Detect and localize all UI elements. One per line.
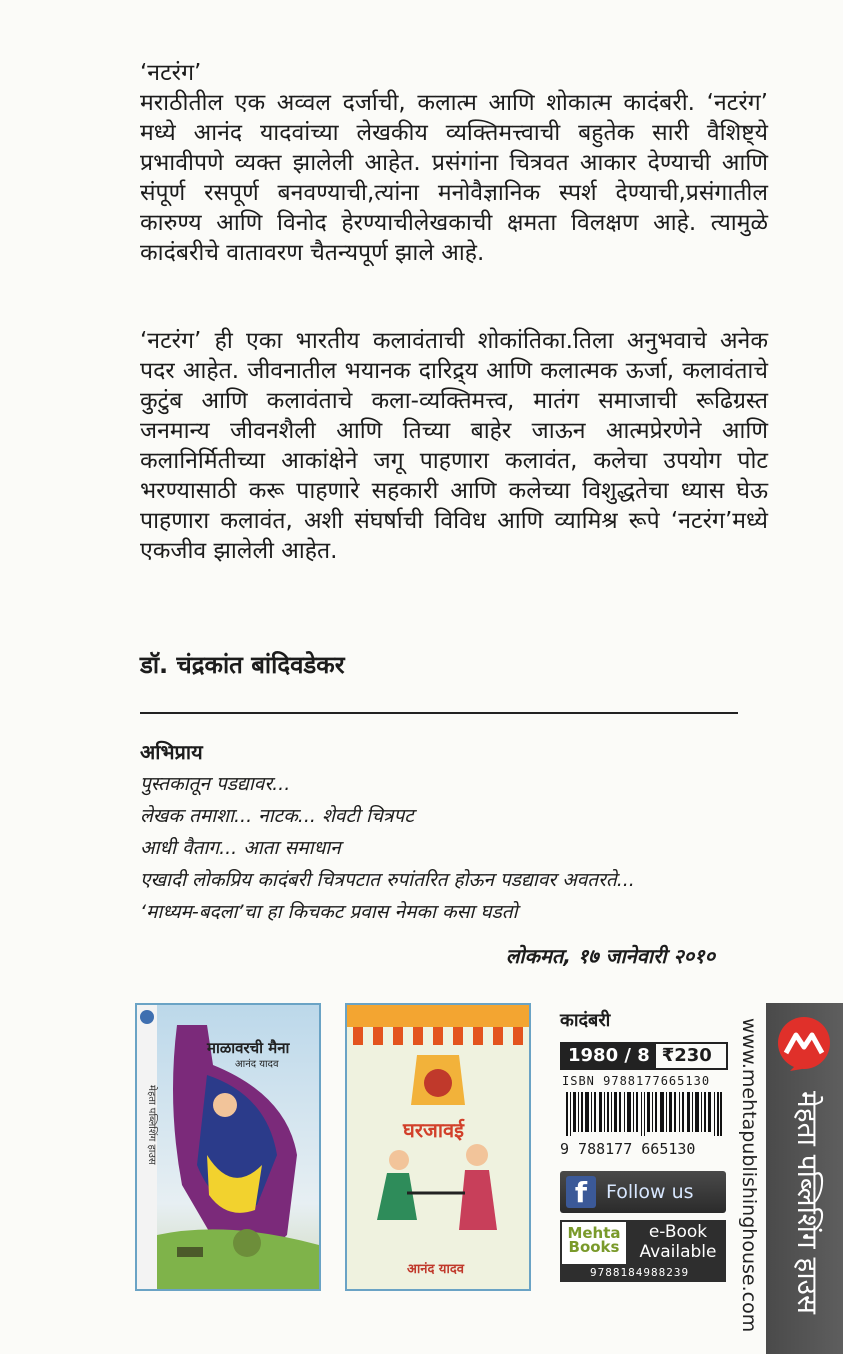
review-heading: अभिप्राय (140, 740, 203, 764)
cover-title: माळावरची मैना (207, 1039, 290, 1057)
follow-label: Follow us (606, 1181, 694, 1203)
review-line: लेखक तमाशा... नाटक... शेवटी चित्रपट (140, 805, 414, 827)
cover-author: आनंद यादव (235, 1059, 279, 1070)
cover-spine-text: मेहता पब्लिशिंग हाउस (146, 1085, 157, 1165)
review-line: एखादी लोकप्रिय कादंबरी चित्रपटात रुपांतरित होऊन पडद्यावर अवतरते... (140, 869, 635, 891)
ebook-line-1: e-Book (648, 1222, 708, 1242)
publisher-strip (766, 1003, 843, 1354)
ebook-logo-bottom: Books (568, 1238, 620, 1256)
mehta-books-logo (562, 1222, 626, 1264)
ebook-badge (560, 1220, 726, 1282)
barcode (566, 1092, 722, 1136)
ebook-logo-top: Mehta (567, 1224, 621, 1242)
review-source: लोकमत, १७ जानेवारी २०१० (505, 944, 715, 968)
price: ₹230 (661, 1045, 712, 1066)
blurb-paragraph-2 (140, 326, 768, 566)
price-box (560, 1042, 728, 1070)
review-line: पुस्तकातून पडद्यावर... (140, 773, 291, 795)
cover-thumbnail-gharjavai (345, 1003, 531, 1291)
ebook-isbn: 9788184988239 (590, 1266, 690, 1279)
publisher-website: www.mehtapublishinghouse.com (738, 1018, 760, 1333)
ebook-text (634, 1222, 722, 1262)
isbn-label: ISBN 9788177665130 (562, 1074, 711, 1088)
blurb-text-2: ‘नटरंग’ ही एका भारतीय कलावंताची शोकांतिका.तिला अनुभवाचे अनेक पदर आहेत. जीवनातील भयानक दारिद्र्य आणि कलात्मक ऊर्जा, कलावंताचे कुटुंब आणि कलावंताचे कला-व्यक्तिमत्त्व, मातंग समाजाची रूढिग्रस्त जनमान्य जीवनशैली आणि तिच्या बाहेर जाऊन आत्मप्रेरणेने आणि कलानिर्मितीच्या आकांक्षेने जगू पाहणारा कलावंत, कलेचा उपयोग पोट भरण्यासाठी करू पाहणारे सहकारी आणि कलेच्या विशुद्धतेचा ध्यास घेऊ पाहणारा कलावंत, अशी संघर्षाची विविध आणि व्यामिश्र रूपे ‘नटरंग’मध्ये एकजीव झालेली आहेत. (140, 328, 768, 564)
publisher-logo-icon (772, 1013, 836, 1077)
ebook-line-2: Available (639, 1242, 717, 1262)
cover-title: घरजावई (403, 1118, 464, 1142)
cover-illustration (137, 1005, 319, 1289)
divider (140, 712, 738, 714)
genre-label: कादंबरी (560, 1010, 611, 1031)
author-name: डॉ. चंद्रकांत बांदिवडेकर (140, 651, 345, 679)
facebook-follow-badge[interactable] (560, 1171, 726, 1213)
publisher-name: मेहता पब्लिशिंग हाउस (791, 1091, 824, 1314)
cover-thumbnail-mala (135, 1003, 321, 1291)
review-line: ‘माध्यम-बदला’चा हा किचकट प्रवास नेमका कसा घडतो (140, 901, 518, 923)
blurb-text-1: मराठीतील एक अव्वल दर्जाची, कलात्म आणि शोकात्म कादंबरी. ‘नटरंग’ मध्ये आनंद यादवांच्या लेखकीय व्यक्तिमत्त्वाची बहुतेक सारी वैशिष्ट्ये प्रभावीपणे व्यक्त झालेली आहेत. प्रसंगांना चित्रवत आकार देण्याची आणि संपूर्ण रसपूर्ण बनवण्याची,त्यांना मनोवैज्ञानिक स्पर्श देण्याची,प्रसंगातील कारुण्य आणि विनोद हेरण्याचीलेखकाची क्षमता विलक्षण आहे. त्यामुळे कादंबरीचे वातावरण चैतन्यपूर्ण झाले आहे. (140, 90, 768, 266)
blurb-paragraph-1 (140, 58, 768, 268)
review-section (140, 736, 740, 928)
catalog-code: 1980 / 8 (562, 1044, 656, 1068)
facebook-icon: f (566, 1176, 596, 1208)
review-line: आधी वैताग... आता समाधान (140, 837, 341, 859)
barcode-digits: 9 788177 665130 (560, 1140, 696, 1158)
cover-author: आनंद यादव (407, 1262, 464, 1277)
blurb-heading: ‘नटरंग’ (140, 60, 202, 86)
cover-illustration (347, 1005, 529, 1289)
